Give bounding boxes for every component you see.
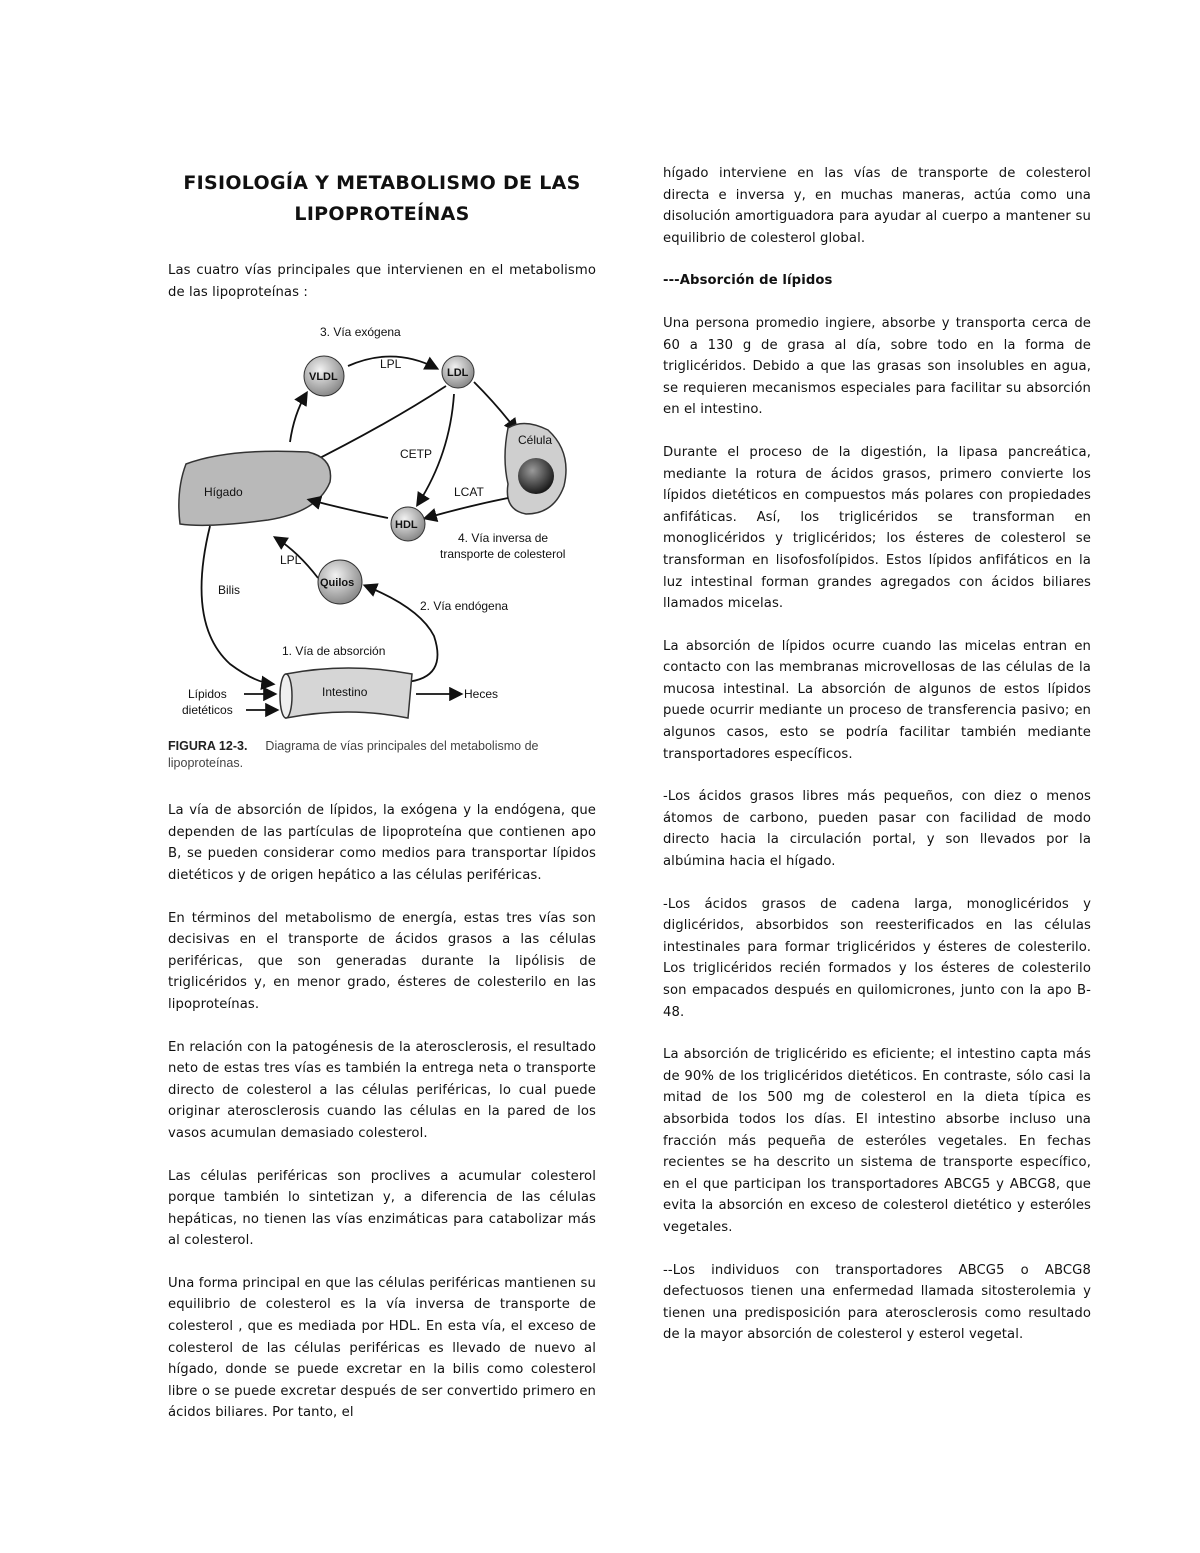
left-paragraph-3: En relación con la patogénesis de la aterosclerosis, el resultado neto de estas tres vías es también la entrega neta o transporte directo de colesterol a las células periféricas, lo cual puede originar aterosclerosis cuando las células en la pared de los vasos acumulan demasiado colesterol. [168, 1039, 596, 1141]
label-ldl: LDL [447, 367, 469, 380]
left-paragraph-1: La vía de absorción de lípidos, la exógena y la endógena, que dependen de las partículas de lipoproteína que contienen apo B, se pueden considerar como medios para transportar lípidos dietéticos y de origen hepático a las células periféricas. [168, 803, 596, 883]
label-lipidos-2: dietéticos [182, 703, 233, 718]
right-column [663, 163, 1091, 1367]
label-via-absorcion: 1. Vía de absorción [282, 644, 386, 659]
label-lcat: LCAT [454, 485, 484, 500]
right-paragraph-1: Una persona promedio ingiere, absorbe y transporta cerca de 60 a 130 g de grasa al día, sobre todo en la forma de triglicéridos. Debido a que las grasas son insolubles en agua, se requieren mecanismos especiales para facilitar su absorción en el intestino. [663, 315, 1091, 418]
label-higado: Hígado [204, 485, 243, 500]
left-paragraph-4: Las células periféricas son proclives a acumular colesterol porque también lo sintetizan y, a diferencia de las células hepáticas, no tienen las vías enzimáticas para catabolizar más al colesterol. [168, 1168, 596, 1249]
intestino-opening [280, 674, 292, 718]
right-paragraph-5: -Los ácidos grasos de cadena larga, monoglicéridos y diglicéridos, absorbidos son reesterificados en las células intestinales para formar triglicéridos y ésteres de colesterilo. Los triglicéridos recién formados y los ésteres de colesterilo son empacados después en quilomicrones, junto con la apo B-48. [663, 896, 1091, 1020]
label-via-inversa-2: transporte de colesterol [440, 547, 566, 562]
right-paragraph-2: Durante el proceso de la digestión, la lipasa pancreática, mediante la rotura de ácidos grasos, primero convierte los lípidos dietéticos en compuestos más polares con propiedades anfifáticas. Así, los triglicéridos se transforman en monoglicéridos y triglicéridos; los ésteres de colesterol se transforman en lisofosfolípidos. Estos lípidos anfifáticos en la luz intestinal forman grandes agregados con ácidos biliares llamados micelas. [663, 444, 1091, 612]
figure-caption [168, 738, 596, 772]
label-intestino: Intestino [322, 685, 368, 700]
intro-paragraph: Las cuatro vías principales que intervienen en el metabolismo de las lipoproteínas : [168, 263, 596, 300]
arrow-celula-hdl [426, 498, 508, 518]
section-heading-absorcion: ---Absorción de lípidos [663, 273, 833, 289]
label-heces: Heces [464, 687, 499, 702]
label-hdl: HDL [395, 519, 418, 532]
lipoprotein-diagram-figure [168, 324, 596, 772]
lipoprotein-diagram [168, 324, 596, 734]
label-vldl: VLDL [309, 371, 338, 384]
label-lpl-mid: LPL [280, 553, 302, 568]
figure-caption-text: Diagrama de vías principales del metabolismo de lipoproteínas. [168, 739, 539, 771]
document-title [168, 168, 596, 230]
right-paragraph-7: --Los individuos con transportadores ABCG5 o ABCG8 defectuosos tienen una enfermedad llamada sitosterolemia y tienen una predisposición para aterosclerosis como resultado de la mayor absorción de colesterol y esterol vegetal. [663, 1262, 1091, 1343]
figure-label: FIGURA 12-3. [168, 739, 248, 754]
label-bilis: Bilis [218, 583, 241, 598]
right-paragraph-3: La absorción de lípidos ocurre cuando las micelas entran en contacto con las membranas microvellosas de las células de la mucosa intestinal. La absorción de algunos de estos lípidos puede ocurrir mediante un proceso de transferencia pasivo; en algunos casos, esto se podría facilitar también mediante transportadores específicos. [663, 638, 1091, 762]
arrow-higado-intestino [202, 526, 272, 684]
label-celula: Célula [518, 433, 553, 448]
label-via-endogena: 2. Vía endógena [420, 599, 509, 614]
right-paragraph-4: -Los ácidos grasos libres más pequeños, con diez o menos átomos de carbono, pueden pasar con facilidad de modo directo hacia la circulación portal, y son llevados por la albúmina hacia el hígado. [663, 789, 1091, 870]
title-line-1: FISIOLOGÍA Y METABOLISMO DE LAS [183, 172, 581, 194]
left-column [168, 160, 596, 1445]
celula-nucleus [518, 458, 554, 494]
label-via-exogena: 3. Vía exógena [320, 325, 401, 340]
right-paragraph-continuation: hígado interviene en las vías de transporte de colesterol directa e inversa y, en muchas maneras, actúa como una disolución amortiguadora para ayudar al cuerpo a mantener su equilibrio de colesterol global. [663, 166, 1091, 246]
label-lipidos-1: Lípidos [188, 687, 227, 702]
title-line-2: LIPOPROTEÍNAS [294, 203, 470, 225]
left-paragraph-5: Una forma principal en que las células periféricas mantienen su equilibrio de colesterol es la vía inversa de transporte de colesterol , que es mediada por HDL. En esta vía, el exceso de colesterol de las células periféricas es llevado de nuevo al hígado, donde se puede excretar en la bilis como colesterol libre o se puede excretar después de ser convertido primero en ácidos biliares. Por tanto, el [168, 1275, 596, 1421]
label-lpl-top: LPL [380, 357, 402, 372]
left-paragraph-2: En términos del metabolismo de energía, estas tres vías son decisivas en el transporte de ácidos grasos a las células periféricas, que son generadas durante la lipólisis de triglicéridos y, en menor grado, ésteres de colesterilo en las lipoproteínas. [168, 910, 596, 1012]
higado-shape [179, 451, 331, 525]
label-via-inversa-1: 4. Vía inversa de [458, 531, 549, 546]
label-cetp: CETP [400, 447, 433, 462]
arrow-hdl-higado [310, 500, 388, 518]
arrow-higado-vldl [290, 394, 306, 442]
right-paragraph-6: La absorción de triglicérido es eficiente; el intestino capta más de 90% de los triglicéridos dietéticos. En contraste, sólo casi la mitad de los 500 mg de colesterol en la dieta típica es absorbida todos los días. El intestino absorbe incluso una fracción más pequeña de esteróles vegetales. En fechas recientes se ha descrito un sistema de transporte específico, en el que participan los transportadores ABCG5 y ABCG8, que evita la absorción en exceso de colesterol dietético y esteróles vegetales. [663, 1047, 1091, 1235]
label-quilos: Quilos [320, 577, 355, 590]
arrow-ldl-celula [474, 382, 516, 430]
